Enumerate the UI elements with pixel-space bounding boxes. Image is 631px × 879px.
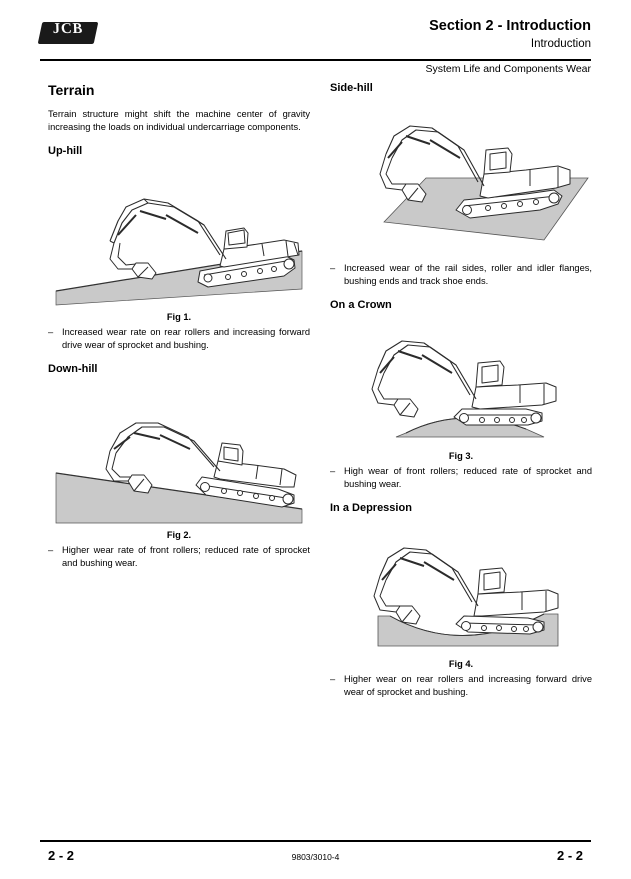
figure-caption-3: Fig 3. xyxy=(448,451,474,462)
bullet-on-a-crown xyxy=(330,465,592,490)
bullet-dash: – xyxy=(330,263,336,273)
excavator-downhill-illustration xyxy=(48,381,310,526)
subheading-on-a-crown: On a Crown xyxy=(330,299,392,312)
right-column xyxy=(330,82,592,703)
figure-on-a-crown xyxy=(330,317,592,447)
bullet-text: Increased wear rate on rear rollers and increasing forward drive wear of sprocket and bushing. xyxy=(62,327,310,350)
excavator-uphill-illustration xyxy=(48,163,310,308)
footer-page-number-left: 2 - 2 xyxy=(48,848,75,863)
bullet-in-a-depression xyxy=(330,673,592,698)
footer-document-number: 9803/3010-4 xyxy=(291,852,340,862)
page-footer xyxy=(40,848,591,868)
intro-paragraph: Terrain structure might shift the machine center of gravity increasing the loads on individual undercarriage components. xyxy=(48,109,310,132)
subheading-sidehill: Side-hill xyxy=(330,82,373,94)
bullet-dash: – xyxy=(48,545,54,556)
figure-caption-4: Fig 4. xyxy=(448,659,474,670)
header-divider xyxy=(40,59,591,61)
header-subtitle: Introduction xyxy=(530,38,591,50)
excavator-depression-illustration xyxy=(330,520,592,655)
header-note: System Life and Components Wear xyxy=(425,63,591,75)
subheading-uphill: Up-hill xyxy=(48,145,83,158)
footer-page-number-right: 2 - 2 xyxy=(556,848,583,863)
bullet-sidehill xyxy=(330,262,592,287)
bullet-text: Higher wear rate of front rollers; reduced rate of sprocket and bushing wear. xyxy=(62,545,310,568)
bullet-dash: – xyxy=(330,466,336,477)
subheading-in-a-depression: In a Depression xyxy=(330,502,412,515)
left-column xyxy=(48,82,310,574)
footer-divider xyxy=(40,840,591,842)
excavator-crown-illustration xyxy=(330,317,592,447)
bullet-text: Higher wear on rear rollers and increasing forward drive wear of sprocket and bushing. xyxy=(344,674,592,697)
figure-caption-2: Fig 2. xyxy=(166,530,192,541)
jcb-logo-text: JCB xyxy=(51,21,85,37)
bullet-dash: – xyxy=(48,327,54,338)
figure-sidehill xyxy=(330,100,592,252)
bullet-downhill xyxy=(48,544,310,569)
figure-uphill xyxy=(48,163,310,308)
subheading-downhill: Down-hill xyxy=(48,363,98,376)
figure-downhill xyxy=(48,381,310,526)
figure-in-a-depression xyxy=(330,520,592,655)
bullet-uphill xyxy=(48,326,310,351)
excavator-sidehill-illustration xyxy=(330,100,592,252)
figure-caption-1: Fig 1. xyxy=(166,312,192,323)
page-header xyxy=(40,18,591,75)
bullet-text: High wear of front rollers; reduced rate of sprocket and bushing wear. xyxy=(344,466,592,489)
bullet-dash: – xyxy=(330,674,336,685)
page-title: Terrain xyxy=(48,82,95,98)
header-title: Section 2 - Introduction xyxy=(429,18,591,34)
bullet-text: Increased wear of the rail sides, roller and idler flanges, bushing ends and track shoe ends. xyxy=(344,263,592,286)
